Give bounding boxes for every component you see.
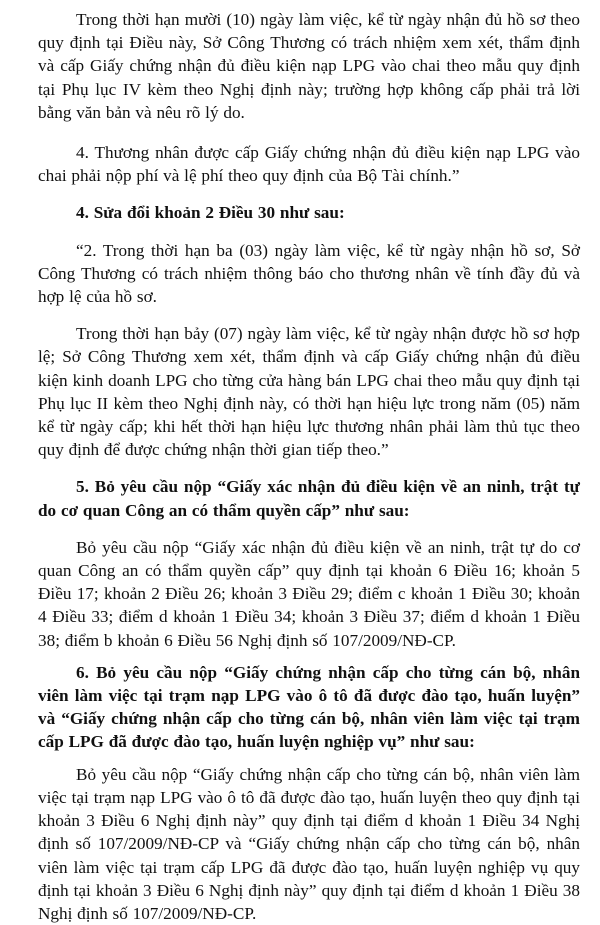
paragraph-review-deadline: Trong thời hạn mười (10) ngày làm việc, kể từ ngày nhận đủ hồ sơ theo quy định tại Điều này, Sở Công Thương có trách nhiệm xem xét, thẩm định và cấp Giấy chứng nhận đủ điều kiện nạp LPG vào chai theo mẫu quy định tại Phụ lục IV kèm theo Nghị định này; trường hợp không cấp phải trả lời bằng văn bản và nêu rõ lý do.: [38, 10, 580, 122]
section-heading-6: 6. Bỏ yêu cầu nộp “Giấy chứng nhận cấp cho từng cán bộ, nhân viên làm việc tại trạm nạp LPG vào ô tô đã được đào tạo, huấn luyện” và “Giấy chứng nhận cấp cho từng cán bộ, nhân viên làm việc tại trạm cấp LPG đã được đào tạo, huấn luyện nghiệp vụ” như sau:: [38, 662, 580, 752]
paragraph-security-requirement: Bỏ yêu cầu nộp “Giấy xác nhận đủ điều kiện về an ninh, trật tự do cơ quan Công an có thẩm quyền cấp” quy định tại khoản 6 Điều 16; khoản 5 Điều 17; khoản 2 Điều 26; khoản 3 Điều 29; điểm c khoản 1 Điều 30; khoản 4 Điều 33; điểm d khoản 1 Điều 34; khoản 3 Điều 37; điểm d khoản 1 Điều 38; điểm b khoản 6 Điều 56 Nghị định số 107/2009/NĐ-CP.: [38, 537, 580, 650]
paragraph-notice-deadline: “2. Trong thời hạn ba (03) ngày làm việc, kể từ ngày nhận hồ sơ, Sở Công Thương có trách nhiệm thông báo cho thương nhân về tính đầy đủ và hợp lệ của hồ sơ.: [38, 240, 580, 307]
section-heading-4: 4. Sửa đổi khoản 2 Điều 30 như sau:: [76, 203, 345, 223]
paragraph-fees: 4. Thương nhân được cấp Giấy chứng nhận đủ điều kiện nạp LPG vào chai phải nộp phí và lệ phí theo quy định của Bộ Tài chính.”: [38, 143, 580, 186]
paragraph-training-requirement: Bỏ yêu cầu nộp “Giấy chứng nhận cấp cho từng cán bộ, nhân viên làm việc tại trạm nạp LPG vào ô tô đã được đào tạo, huấn luyện theo quy định tại khoản 3 Điều 6 Nghị định này” quy định tại điểm d khoản 1 Điều 34 Nghị định số 107/2009/NĐ-CP và “Giấy chứng nhận cấp cho từng cán bộ, nhân viên làm việc tại trạm cấp LPG đã được đào tạo, huấn luyện nghiệp vụ quy định tại khoản 3 Điều 6 Nghị định này” quy định tại điểm d khoản 1 Điều 38 Nghị định số 107/2009/NĐ-CP.: [38, 764, 580, 923]
paragraph-certificate-deadline: Trong thời hạn bảy (07) ngày làm việc, kể từ ngày nhận được hồ sơ hợp lệ; Sở Công Thương xem xét, thẩm định và cấp Giấy chứng nhận đủ điều kiện kinh doanh LPG cho từng cửa hàng bán LPG chai theo mẫu quy định tại Phụ lục II kèm theo Nghị định này, có thời hạn hiệu lực trong năm (05) năm kể từ ngày cấp; khi hết thời hạn hiệu lực thương nhân phải làm thủ tục theo quy định để được chứng nhận thời gian tiếp theo.”: [38, 324, 580, 460]
section-heading-5: 5. Bỏ yêu cầu nộp “Giấy xác nhận đủ điều kiện về an ninh, trật tự do cơ quan Công an có thẩm quyền cấp” như sau:: [38, 477, 580, 520]
